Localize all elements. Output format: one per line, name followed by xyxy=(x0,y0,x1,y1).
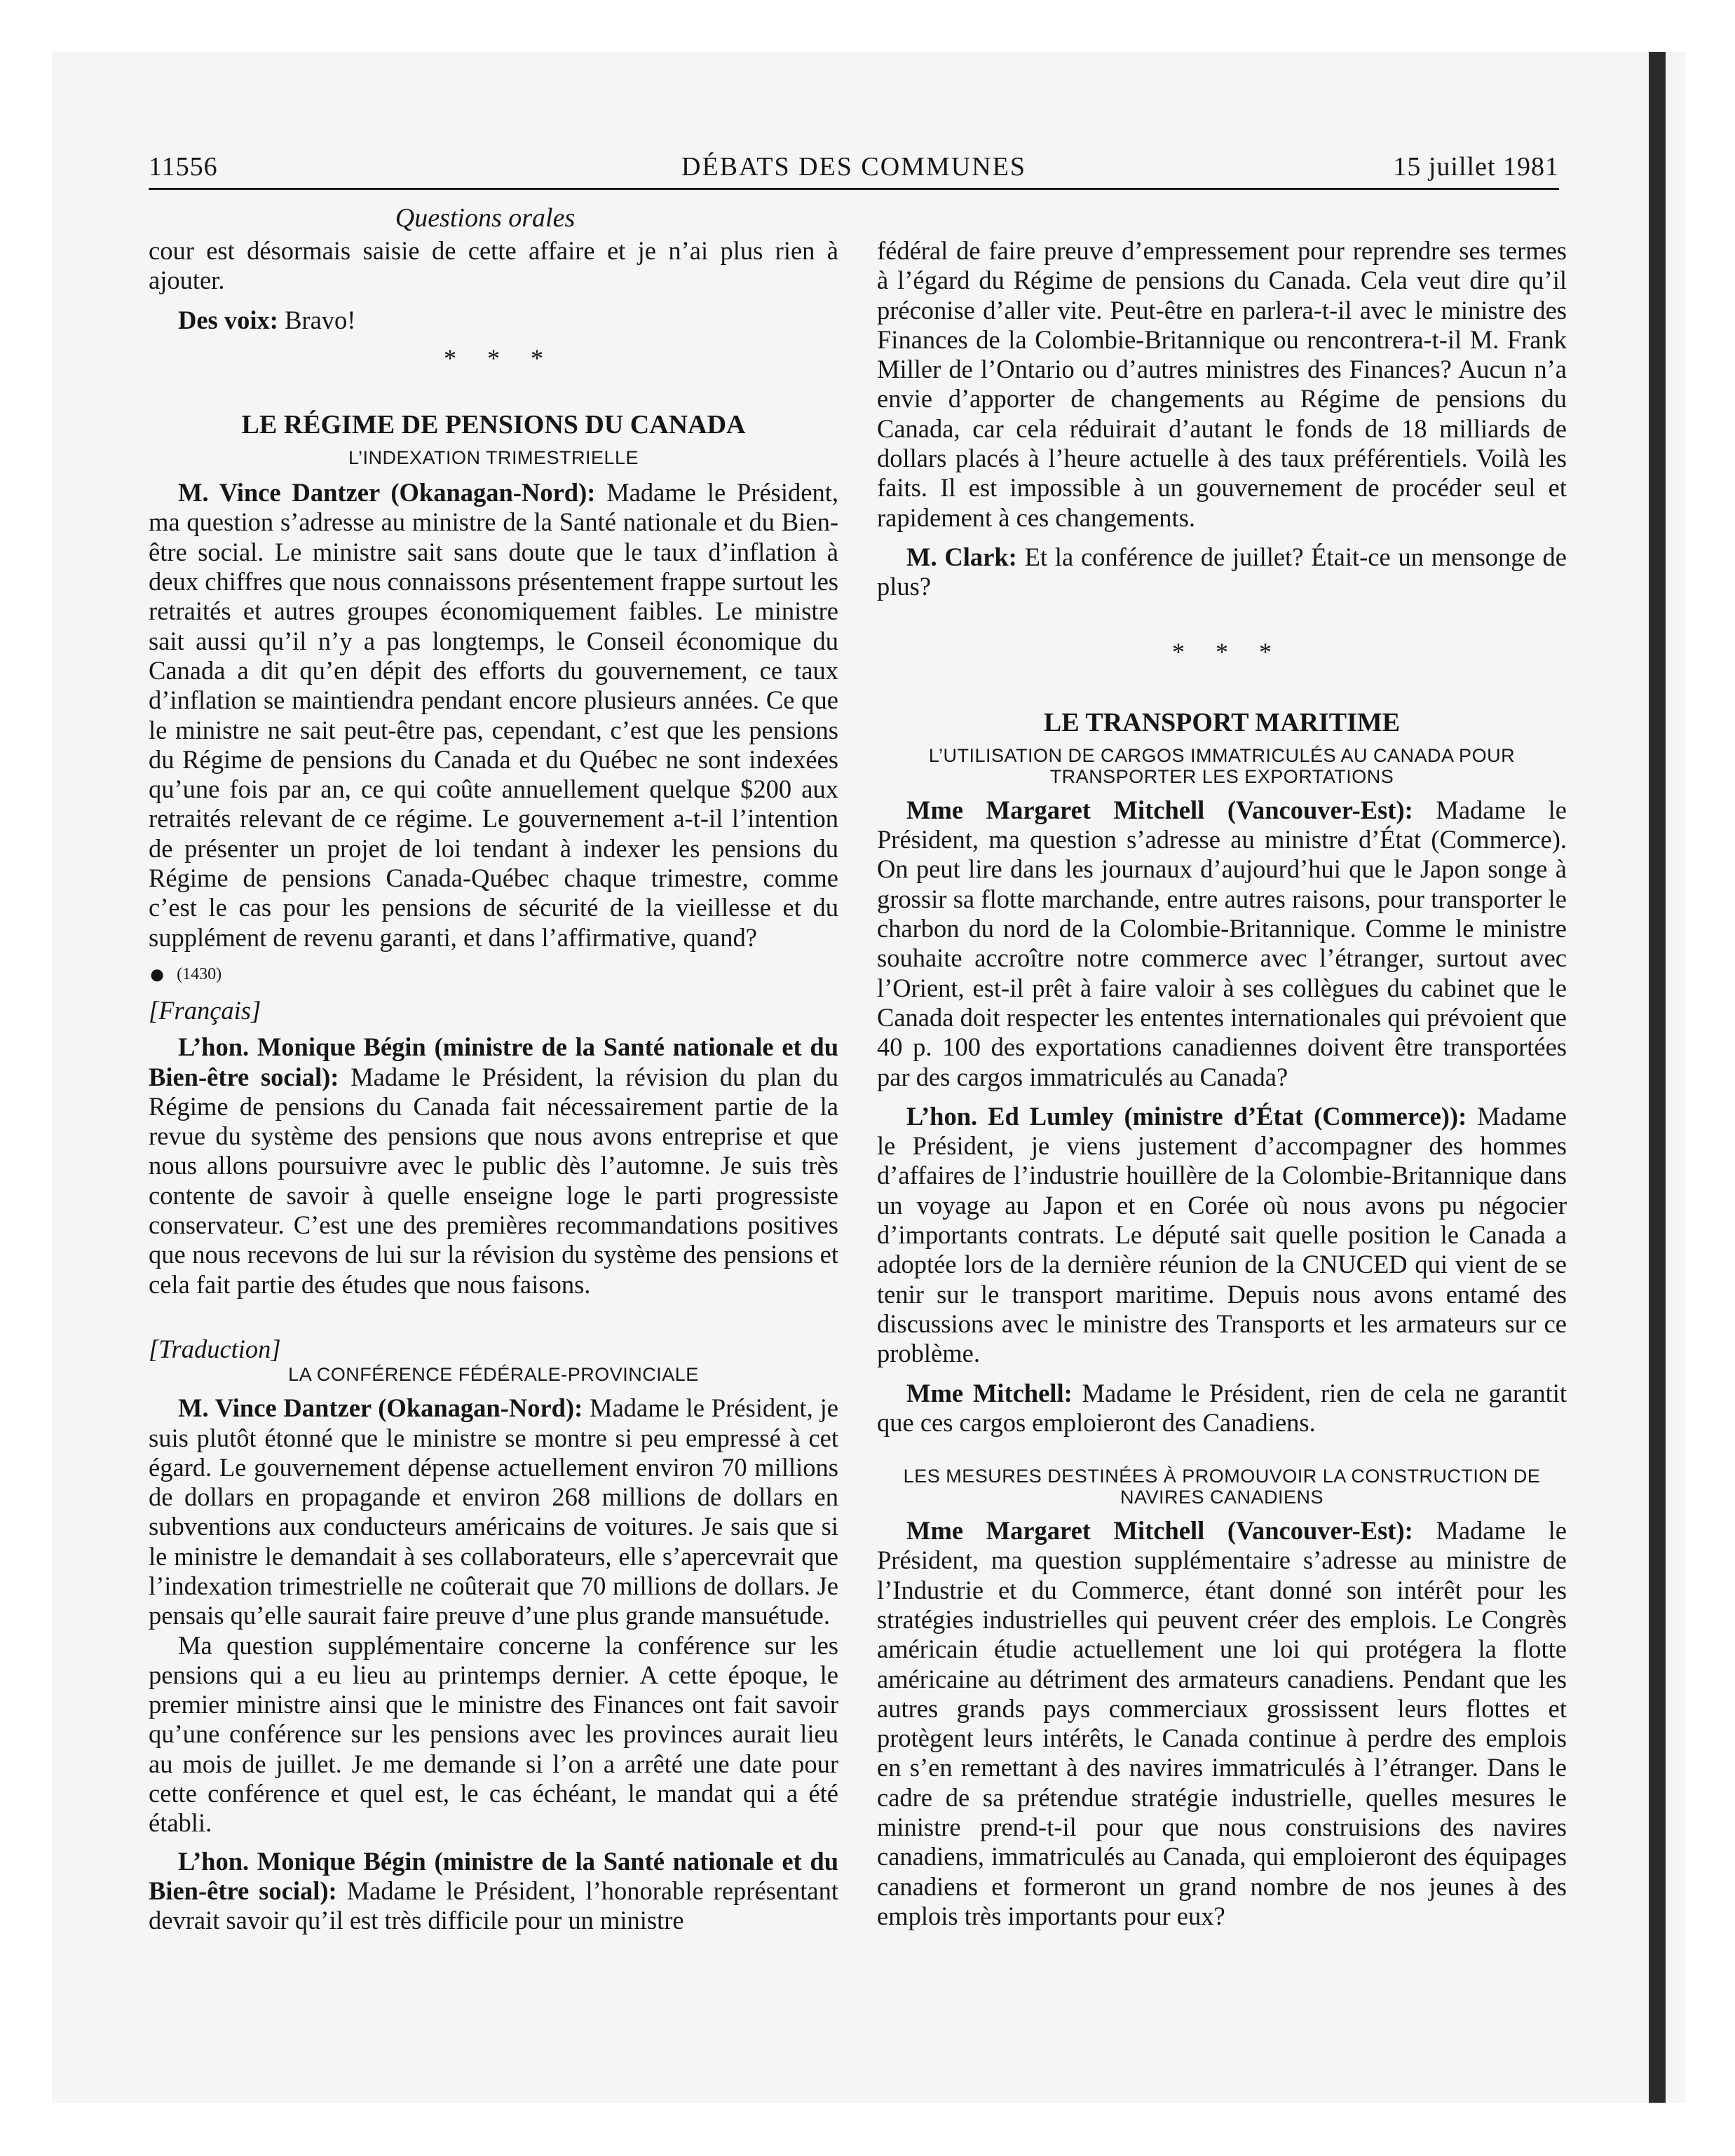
language-marker: [Traduction] xyxy=(149,1334,281,1363)
speech-text: Bravo! xyxy=(278,305,356,334)
section-heading: LE TRANSPORT MARITIME xyxy=(1043,707,1401,737)
speaker-name: M. Clark: xyxy=(906,542,1017,571)
page-date: 15 juillet 1981 xyxy=(1393,152,1559,182)
speech-text: Madame le Président, rien de cela ne garantit que ces cargos emploieront des Canadiens. xyxy=(877,1378,1567,1437)
speaker-name: M. Vince Dantzer (Okanagan-Nord): xyxy=(178,1393,583,1423)
time-marker: ● (1430) xyxy=(149,957,222,990)
paragraph xyxy=(149,1032,838,1299)
paragraph: Ma question supplémentaire concerne la conférence sur les pensions qui a eu lieu au printemps dernier. A cette époque, le premier ministre ainsi que le ministre des Finances ont fait savoir qu’une conférence sur les pensions avec les provinces aurait lieu au mois de juillet. Je me demande si l’on a arrêté une date pour cette conférence et quel est, le cas échéant, le mandat qui a été établi. xyxy=(149,1630,838,1838)
right-column xyxy=(877,236,1567,1931)
paragraph xyxy=(149,478,838,953)
page-header xyxy=(149,149,1559,190)
section-separator: *** xyxy=(1172,637,1302,666)
section-heading: LE RÉGIME DE PENSIONS DU CANADA xyxy=(241,410,746,440)
speech-text: Madame le Président, je viens justement d’accompagner des hommes d’affaires de l’industrie houillère de la Colombie-Britannique dans un voyage au Japon et en Corée où nous avons pu négocier d’importants contrats. Le député sait quelle position le Canada a adoptée lors de la dernière réunion de la CNUCED qui vient de se tenir sur le transport maritime. Depuis nous avons entamé des discussions avec le ministre des Transports et les armateurs sur ce problème. xyxy=(877,1101,1567,1368)
speaker-name: Mme Margaret Mitchell (Vancouver-Est): xyxy=(906,795,1413,824)
scan-edge-shadow xyxy=(1649,52,1666,2103)
speaker-name: L’hon. Monique Bégin (ministre de la Santé nationale et du Bien-être social): xyxy=(149,1846,838,1905)
subheading: L’UTILISATION DE CARGOS IMMATRICULÉS AU CANADA POUR TRANSPORTER LES EXPORTATIONS xyxy=(928,744,1516,787)
left-column xyxy=(149,236,838,1936)
speech-text: Madame le Président, ma question s’adresse au ministre de la Santé nationale et du Bien-être social. Le ministre sait sans doute que le taux d’inflation à deux chiffres que nous connaissons présentement frappe surtout les retraités et autres groupes économiquement faibles. Le ministre sait aussi qu’il n’y a pas longtemps, le Conseil économique du Canada a dit qu’en dépit des efforts du gouvernement, ce taux d’inflation se maintiendra pendant encore plusieurs années. Ce que le ministre ne sait peut-être pas, cependant, c’est que les pensions du Régime de pensions du Canada et du Québec ne sont indexées qu’une fois par an, ce qui coûte annuellement quelque $200 aux retraités relevant de ce régime. Le gouvernement a-t-il l’intention de présenter un projet de loi tendant à indexer les pensions du Régime de pensions Canada-Québec chaque trimestre, comme c’est le cas pour les pensions de sécurité de la vieillesse et du supplément de revenu garanti, et dans l’affirmative, quand? xyxy=(149,478,838,952)
speaker-name: L’hon. Monique Bégin (ministre de la Santé nationale et du Bien-être social): xyxy=(149,1032,838,1091)
language-marker: [Français] xyxy=(149,995,261,1025)
paragraph: fédéral de faire preuve d’empressement pour reprendre ses termes à l’égard du Régime de pensions du Canada. Cela veut dire qu’il préconise d’aller vite. Peut-être en parlera-t-il avec le ministre des Finances de la Colombie-Britannique ou rencontrera-t-il M. Frank Miller de l’Ontario ou d’autres ministres des Finances? Aucun n’a envie d’apporter de changements au Régime de pensions du Canada, car cela réduirait d’autant le fonds de 18 milliards de dollars placés à l’heure actuelle à des taux préférentiels. Voilà les faits. Il est impossible à un gouvernement de procéder seul et rapidement à ces changements. xyxy=(877,236,1567,532)
speaker-name: Des voix: xyxy=(178,305,278,334)
running-title: DÉBATS DES COMMUNES xyxy=(681,152,1026,182)
subheading: LA CONFÉRENCE FÉDÉRALE-PROVINCIALE xyxy=(288,1364,699,1386)
section-label: Questions orales xyxy=(395,203,576,233)
paragraph xyxy=(877,1102,1567,1369)
speaker-name: M. Vince Dantzer (Okanagan-Nord): xyxy=(178,478,596,507)
speaker-name: L’hon. Ed Lumley (ministre d’État (Commerce)): xyxy=(906,1101,1467,1131)
paragraph: cour est désormais saisie de cette affaire et je n’ai plus rien à ajouter. xyxy=(149,236,838,295)
speaker-name: Mme Mitchell: xyxy=(906,1378,1073,1407)
subheading: LES MESURES DESTINÉES À PROMOUVOIR LA CONSTRUCTION DE NAVIRES CANADIENS xyxy=(903,1466,1541,1508)
speech-text: Madame le Président, je suis plutôt étonné que le ministre se montre si peu empressé à cet égard. Le gouvernement dépense actuellement environ 70 millions de dollars en propagande et environ 268 millions de dollars en subventions aux conducteurs américains de voitures. Je sais que si le ministre le demandait à ses collaborateurs, elle s’apercevrait que l’indexation trimestrielle ne coûterait que 70 millions de dollars. Je pensais qu’elle saurait faire preuve d’une plus grande mansuétude. xyxy=(149,1393,838,1630)
speech-text: Madame le Président, ma question supplémentaire s’adresse au ministre de l’Industrie et du Commerce, étant donné son intérêt pour les stratégies industrielles qui peuvent créer des emplois. Le Congrès américain étudie actuellement une loi qui protégera la flotte américaine au détriment des armateurs canadiens. Pendant que les autres grands pays commerciaux grossissent leurs flottes et protègent leurs intérêts, le Canada continue à perdre des emplois en s’en remettant à des navires immatriculés à l’étranger. Dans le cadre de sa prétendue stratégie industrielle, quelles mesures le ministre prend-t-il pour que nous construisions des navires canadiens, immatriculés au Canada, qui emploieront des équipages canadiens et formeront un grand nombre de nos jeunes à des emplois très importants pour eux? xyxy=(877,1516,1567,1930)
page-number: 11556 xyxy=(149,152,218,182)
paragraph xyxy=(877,1516,1567,1931)
speech-text: Madame le Président, ma question s’adresse au ministre d’État (Commerce). On peut lire dans les journaux d’aujourd’hui que le Japon songe à grossir sa flotte marchande, entre autres raisons, pour transporter le charbon du nord de la Colombie-Britannique. Comme le ministre souhaite accroître notre commerce avec l’étranger, surtout avec l’Orient, est-il prêt à faire valoir à ses collègues du cabinet que le Canada doit respecter les ententes internationales qui prévoient que 40 p. 100 des exportations canadiennes doivent être transportées par des cargos immatriculés au Canada? xyxy=(877,795,1567,1091)
paragraph xyxy=(877,543,1567,602)
section-separator: *** xyxy=(444,343,574,372)
speech-text: Madame le Président, la révision du plan du Régime de pensions du Canada fait nécessairement partie de la revue du système des pensions que nous avons entreprise et que nous allons poursuivre avec le public dès l’automne. Je suis très contente de savoir à quelle enseigne loge le parti progressiste conservateur. C’est une des premières recommandations positives que nous recevons de lui sur la révision du système des pensions et cela fait partie des études que nous faisons. xyxy=(149,1062,839,1299)
paragraph xyxy=(149,1393,838,1630)
bullet-icon: ● xyxy=(149,957,166,990)
subheading: L’INDEXATION TRIMESTRIELLE xyxy=(348,447,639,469)
paragraph xyxy=(149,306,838,335)
speech-text: Madame le Président, l’honorable représentant devrait savoir qu’il est très difficile pour un ministre xyxy=(149,1876,839,1935)
speech-text: Et la conférence de juillet? Était-ce un mensonge de plus? xyxy=(877,542,1567,601)
speaker-name: Mme Margaret Mitchell (Vancouver-Est): xyxy=(906,1516,1413,1546)
paragraph xyxy=(877,1379,1567,1438)
paragraph xyxy=(877,796,1567,1092)
paragraph xyxy=(149,1847,838,1936)
